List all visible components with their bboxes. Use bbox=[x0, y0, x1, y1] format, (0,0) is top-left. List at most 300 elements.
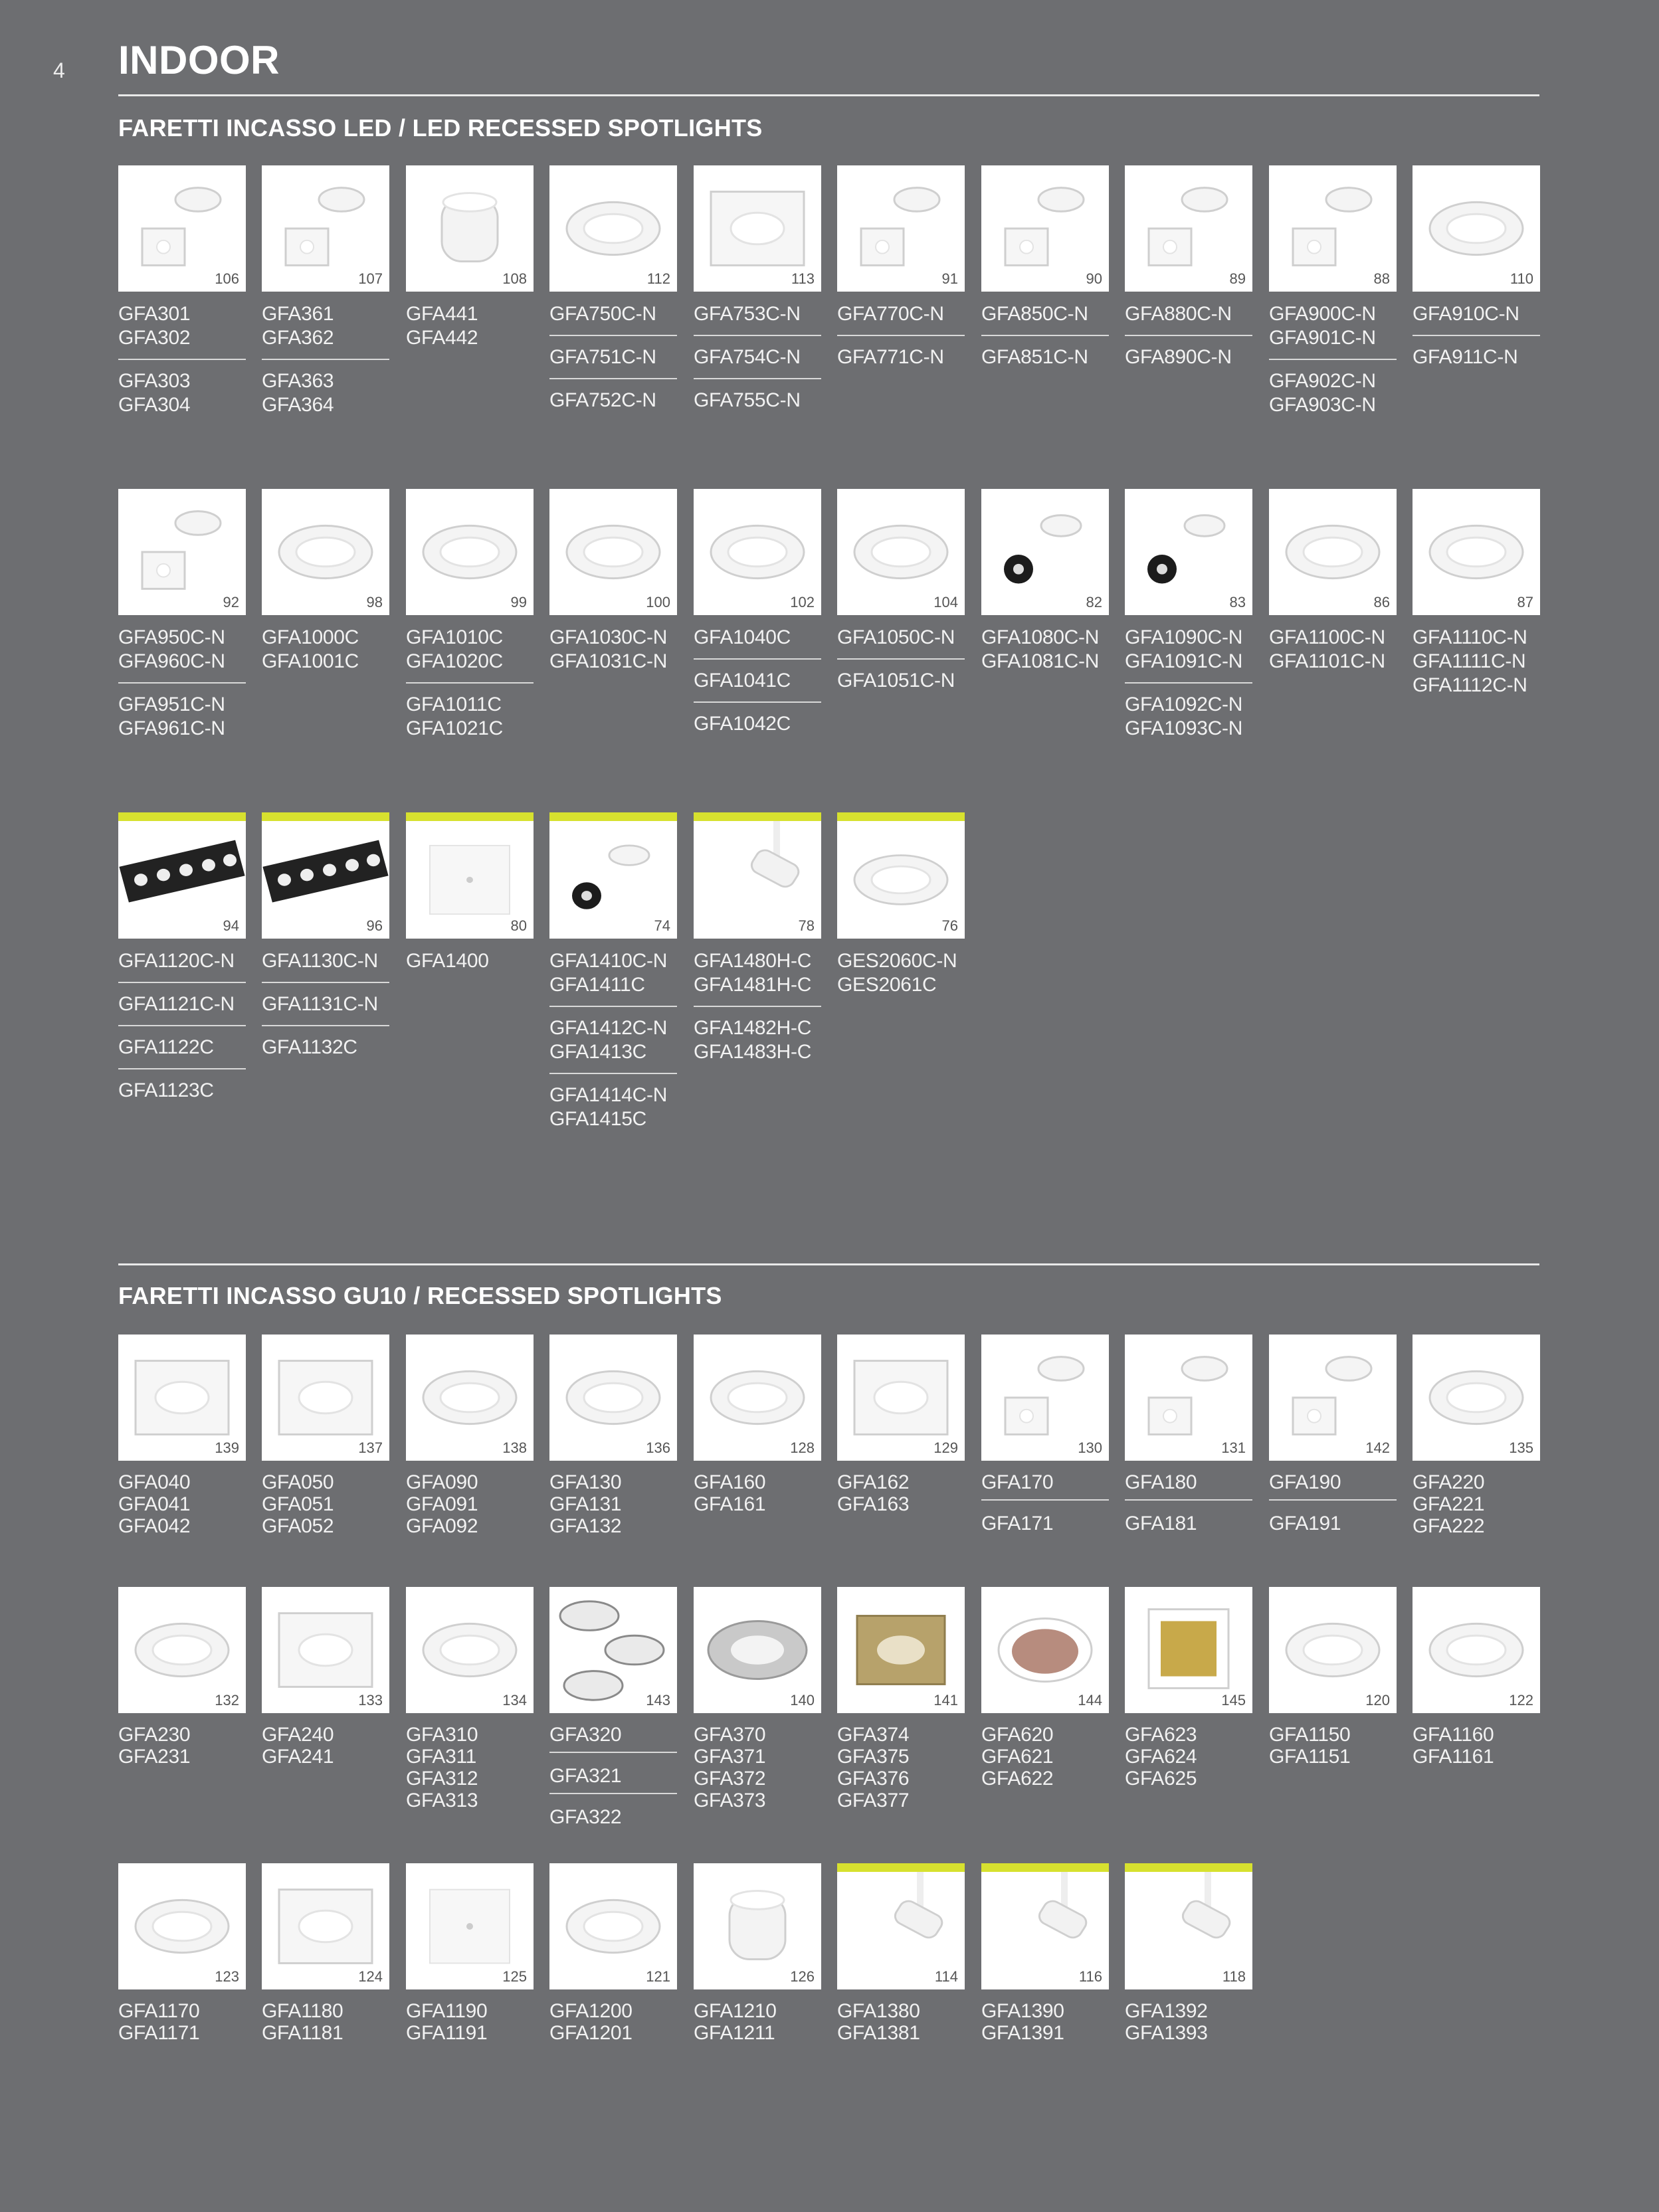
product-code-group bbox=[694, 1006, 821, 1064]
product-code: GFA1151 bbox=[1269, 1746, 1351, 1768]
product-code-group bbox=[406, 302, 534, 350]
product-code: GFA960C-N bbox=[118, 650, 225, 672]
page-reference: 131 bbox=[1221, 1439, 1246, 1456]
product-code: GFA301 bbox=[118, 303, 191, 325]
product-code: GFA1415C bbox=[549, 1108, 647, 1130]
product-code: GFA1112C-N bbox=[1413, 674, 1527, 696]
page-reference: 139 bbox=[215, 1439, 239, 1456]
product-thumbnail[interactable] bbox=[262, 165, 389, 292]
product-code-group bbox=[1413, 335, 1540, 369]
product-thumbnail[interactable] bbox=[1269, 165, 1397, 292]
product-code-group bbox=[549, 1471, 677, 1537]
product-code-group bbox=[549, 1073, 677, 1131]
product-code: GFA1181 bbox=[262, 2022, 343, 2044]
product-code-group bbox=[1125, 302, 1252, 326]
page-reference: 114 bbox=[934, 1968, 958, 1985]
product-code-group bbox=[118, 1025, 246, 1060]
product-code-group bbox=[1125, 1471, 1252, 1493]
page-reference: 125 bbox=[502, 1968, 527, 1985]
product-code-groups bbox=[118, 949, 246, 1103]
product-thumbnail[interactable] bbox=[1125, 1587, 1252, 1713]
product-thumbnail[interactable] bbox=[837, 1335, 965, 1461]
product-code: GFA1021C bbox=[406, 717, 504, 739]
product-code-group bbox=[981, 1724, 1109, 1790]
page-reference: 107 bbox=[358, 270, 383, 287]
product-thumbnail[interactable] bbox=[118, 1863, 246, 1989]
product-thumbnail[interactable] bbox=[549, 812, 677, 939]
product-code-group bbox=[981, 1471, 1109, 1493]
page-reference: 78 bbox=[798, 917, 815, 934]
page-reference: 126 bbox=[790, 1968, 815, 1985]
product-code-groups bbox=[694, 1471, 821, 1515]
product-code: GFA442 bbox=[406, 327, 478, 349]
product-code: GFA1393 bbox=[1125, 2022, 1208, 2044]
product-code-group bbox=[406, 1471, 534, 1537]
product-code-group bbox=[406, 1724, 534, 1811]
product-code-group bbox=[1269, 359, 1397, 417]
product-thumbnail[interactable] bbox=[118, 489, 246, 615]
page-reference: 92 bbox=[223, 594, 239, 610]
product-code: GFA241 bbox=[262, 1746, 334, 1768]
page-reference: 137 bbox=[358, 1439, 383, 1456]
product-code: GFA1413C bbox=[549, 1041, 647, 1063]
product-thumbnail[interactable] bbox=[1269, 1587, 1397, 1713]
product-code: GFA1412C-N bbox=[549, 1017, 668, 1039]
product-code-group bbox=[694, 626, 821, 650]
product-code-groups bbox=[837, 949, 965, 997]
product-thumbnail[interactable] bbox=[1125, 165, 1252, 292]
product-code: GFA1030C-N bbox=[549, 626, 668, 648]
product-code: GFA1100C-N bbox=[1269, 626, 1385, 648]
product-code-groups bbox=[118, 2000, 246, 2044]
page-reference: 145 bbox=[1221, 1692, 1246, 1708]
product-code: GFA092 bbox=[406, 1515, 478, 1537]
product-code-group bbox=[1125, 626, 1252, 674]
product-code-group bbox=[837, 335, 965, 369]
product-code: GFA321 bbox=[549, 1765, 622, 1787]
product-thumbnail[interactable] bbox=[1125, 1863, 1252, 1989]
product-thumbnail[interactable] bbox=[262, 489, 389, 615]
product-code-group bbox=[262, 949, 389, 973]
product-thumbnail[interactable] bbox=[981, 165, 1109, 292]
page-reference: 87 bbox=[1517, 594, 1533, 610]
page-reference: 143 bbox=[646, 1692, 670, 1708]
product-code-group bbox=[1413, 1471, 1540, 1537]
product-code-group bbox=[549, 2000, 677, 2044]
product-code-group bbox=[549, 1793, 677, 1828]
product-code: GFA374 bbox=[837, 1724, 910, 1746]
product-code: GFA950C-N bbox=[118, 626, 225, 648]
section-heading-gu10: FARETTI INCASSO GU10 / RECESSED SPOTLIGHTS bbox=[118, 1282, 722, 1309]
product-code-groups bbox=[1413, 302, 1540, 369]
product-code: GFA373 bbox=[694, 1790, 766, 1811]
product-code-groups bbox=[406, 949, 534, 973]
product-code: GFA191 bbox=[1269, 1513, 1341, 1534]
product-code-group bbox=[694, 2000, 821, 2044]
product-code-group bbox=[118, 682, 246, 741]
product-code: GFA1040C bbox=[694, 626, 791, 648]
page-reference: 140 bbox=[790, 1692, 815, 1708]
product-code-groups bbox=[1413, 626, 1540, 697]
product-thumbnail[interactable] bbox=[1269, 1335, 1397, 1461]
product-code-group bbox=[406, 949, 534, 973]
product-code: GFA222 bbox=[1413, 1515, 1485, 1537]
product-code: GFA1042C bbox=[694, 713, 791, 735]
product-thumbnail[interactable] bbox=[118, 1587, 246, 1713]
product-code-group bbox=[549, 1752, 677, 1787]
product-thumbnail[interactable] bbox=[1413, 489, 1540, 615]
product-code-group bbox=[694, 335, 821, 369]
product-code-group bbox=[694, 378, 821, 413]
product-thumbnail[interactable] bbox=[118, 812, 246, 939]
product-code-groups bbox=[549, 626, 677, 674]
page-reference: 100 bbox=[646, 594, 670, 610]
product-code: GFA1161 bbox=[1413, 1746, 1494, 1768]
product-code-groups bbox=[1269, 302, 1397, 417]
product-code: GFA1414C-N bbox=[549, 1084, 668, 1106]
section-heading-led: FARETTI INCASSO LED / LED RECESSED SPOTLIGHTS bbox=[118, 114, 763, 141]
product-code-groups bbox=[118, 302, 246, 417]
product-code: GFA362 bbox=[262, 327, 334, 349]
product-code-group bbox=[262, 982, 389, 1016]
product-code: GFA372 bbox=[694, 1768, 766, 1790]
product-code: GFA190 bbox=[1269, 1471, 1341, 1493]
product-thumbnail[interactable] bbox=[406, 489, 534, 615]
product-code: GFA1180 bbox=[262, 2000, 343, 2022]
product-code: GFA1190 bbox=[406, 2000, 488, 2022]
product-code-group bbox=[118, 302, 246, 350]
page-reference: 89 bbox=[1229, 270, 1246, 287]
product-code: GFA1483H-C bbox=[694, 1041, 812, 1063]
product-code: GFA754C-N bbox=[694, 346, 801, 368]
product-code-group bbox=[694, 949, 821, 997]
product-code: GFA1210 bbox=[694, 2000, 777, 2022]
page-reference: 88 bbox=[1373, 270, 1390, 287]
product-code: GFA1041C bbox=[694, 670, 791, 691]
product-code: GFA313 bbox=[406, 1790, 478, 1811]
product-code: GFA050 bbox=[262, 1471, 334, 1493]
product-code: GFA181 bbox=[1125, 1513, 1197, 1534]
product-thumbnail[interactable] bbox=[549, 1863, 677, 1989]
product-code: GFA376 bbox=[837, 1768, 910, 1790]
page-reference: 135 bbox=[1509, 1439, 1533, 1456]
product-code: GFA910C-N bbox=[1413, 303, 1519, 325]
product-code-groups bbox=[262, 626, 389, 674]
product-code-group bbox=[694, 658, 821, 693]
product-code-groups bbox=[694, 626, 821, 736]
product-thumbnail[interactable] bbox=[1125, 1335, 1252, 1461]
page-reference: 118 bbox=[1222, 1968, 1246, 1985]
product-code: GFA1410C-N bbox=[549, 950, 668, 972]
product-code-group bbox=[837, 2000, 965, 2044]
product-code-groups bbox=[1269, 1471, 1397, 1534]
product-thumbnail[interactable] bbox=[981, 1587, 1109, 1713]
product-code-group bbox=[118, 2000, 246, 2044]
product-code-group bbox=[1269, 626, 1397, 674]
page-reference: 82 bbox=[1086, 594, 1102, 610]
product-thumbnail[interactable] bbox=[406, 1587, 534, 1713]
product-code: GFA370 bbox=[694, 1724, 766, 1746]
product-code: GFA162 bbox=[837, 1471, 910, 1493]
product-code: GFA090 bbox=[406, 1471, 478, 1493]
product-code: GFA1400 bbox=[406, 950, 489, 972]
product-thumbnail[interactable] bbox=[262, 1587, 389, 1713]
product-code: GFA1211 bbox=[694, 2022, 775, 2044]
product-thumbnail[interactable] bbox=[406, 1863, 534, 1989]
product-thumbnail[interactable] bbox=[118, 165, 246, 292]
product-code-groups bbox=[1125, 2000, 1252, 2044]
product-thumbnail[interactable] bbox=[549, 1335, 677, 1461]
product-code: GFA1482H-C bbox=[694, 1017, 812, 1039]
product-code-groups bbox=[981, 1471, 1109, 1534]
product-code: GFA1091C-N bbox=[1125, 650, 1243, 672]
product-code-groups bbox=[406, 2000, 534, 2044]
product-code: GFA850C-N bbox=[981, 303, 1088, 325]
product-code: GFA1122C bbox=[118, 1036, 214, 1058]
product-thumbnail[interactable] bbox=[694, 1863, 821, 1989]
product-code: GFA1381 bbox=[837, 2022, 920, 2044]
product-code-groups bbox=[406, 626, 534, 741]
page-reference: 99 bbox=[510, 594, 527, 610]
product-code: GFA1092C-N bbox=[1125, 693, 1243, 715]
page-reference: 130 bbox=[1078, 1439, 1102, 1456]
product-code-group bbox=[1269, 1724, 1397, 1768]
product-code-groups bbox=[549, 302, 677, 413]
product-code-group bbox=[981, 2000, 1109, 2044]
product-thumbnail[interactable] bbox=[549, 165, 677, 292]
product-code-groups bbox=[118, 1471, 246, 1537]
product-code-group bbox=[694, 701, 821, 736]
product-code-groups bbox=[694, 949, 821, 1064]
product-code-group bbox=[406, 682, 534, 741]
product-thumbnail[interactable] bbox=[837, 812, 965, 939]
product-code: GFA322 bbox=[549, 1806, 622, 1828]
product-code-group bbox=[1413, 302, 1540, 326]
product-thumbnail[interactable] bbox=[694, 1587, 821, 1713]
product-thumbnail[interactable] bbox=[262, 1335, 389, 1461]
product-code: GFA1380 bbox=[837, 2000, 920, 2022]
product-code-groups bbox=[1413, 1471, 1540, 1537]
product-thumbnail[interactable] bbox=[1413, 1335, 1540, 1461]
product-code-group bbox=[981, 1499, 1109, 1534]
product-code: GFA041 bbox=[118, 1493, 191, 1515]
product-code-group bbox=[694, 1724, 821, 1811]
product-code-group bbox=[1269, 1471, 1397, 1493]
product-code: GFA1090C-N bbox=[1125, 626, 1243, 648]
product-code-group bbox=[406, 626, 534, 674]
product-thumbnail[interactable] bbox=[406, 1335, 534, 1461]
page-reference: 102 bbox=[790, 594, 815, 610]
product-code-group bbox=[118, 949, 246, 973]
product-code: GFA052 bbox=[262, 1515, 334, 1537]
page-reference: 132 bbox=[215, 1692, 239, 1708]
product-code: GFA902C-N bbox=[1269, 370, 1376, 392]
product-thumbnail[interactable] bbox=[837, 1863, 965, 1989]
product-code: GFA131 bbox=[549, 1493, 622, 1515]
product-code: GFA303 bbox=[118, 370, 191, 392]
product-code: GFA1191 bbox=[406, 2022, 488, 2044]
product-code: GFA170 bbox=[981, 1471, 1054, 1493]
product-code: GFA130 bbox=[549, 1471, 622, 1493]
page-reference: 116 bbox=[1078, 1968, 1102, 1985]
product-code-group bbox=[837, 658, 965, 693]
product-code-group bbox=[1413, 1724, 1540, 1768]
product-code: GFA752C-N bbox=[549, 389, 656, 411]
product-thumbnail[interactable] bbox=[981, 1863, 1109, 1989]
page-reference: 133 bbox=[358, 1692, 383, 1708]
product-code-groups bbox=[262, 302, 389, 417]
product-code: GFA310 bbox=[406, 1724, 478, 1746]
product-code: GFA1123C bbox=[118, 1079, 214, 1101]
product-code: GFA1010C bbox=[406, 626, 504, 648]
product-thumbnail[interactable] bbox=[549, 489, 677, 615]
product-thumbnail[interactable] bbox=[981, 1335, 1109, 1461]
product-code-groups bbox=[837, 626, 965, 693]
product-code-group bbox=[549, 335, 677, 369]
product-thumbnail[interactable] bbox=[837, 1587, 965, 1713]
product-thumbnail[interactable] bbox=[1269, 489, 1397, 615]
page-reference: 124 bbox=[358, 1968, 383, 1985]
page-reference: 138 bbox=[502, 1439, 527, 1456]
product-code-group bbox=[262, 302, 389, 350]
page-reference: 128 bbox=[790, 1439, 815, 1456]
product-code-groups bbox=[1125, 1471, 1252, 1534]
product-code: GFA755C-N bbox=[694, 389, 801, 411]
product-thumbnail[interactable] bbox=[694, 812, 821, 939]
product-thumbnail[interactable] bbox=[118, 1335, 246, 1461]
product-code-group bbox=[549, 949, 677, 997]
page-reference: 91 bbox=[941, 270, 958, 287]
product-code: GFA1000C bbox=[262, 626, 359, 648]
page-reference: 98 bbox=[366, 594, 383, 610]
product-thumbnail[interactable] bbox=[694, 1335, 821, 1461]
product-code-group bbox=[262, 1724, 389, 1768]
product-code: GFA1011C bbox=[406, 693, 502, 715]
product-code: GFA1171 bbox=[118, 2022, 200, 2044]
page-title: INDOOR bbox=[118, 38, 280, 82]
product-code-group bbox=[837, 1724, 965, 1811]
product-thumbnail[interactable] bbox=[262, 1863, 389, 1989]
product-code-group bbox=[1125, 2000, 1252, 2044]
product-thumbnail[interactable] bbox=[837, 165, 965, 292]
product-code: GFA1110C-N bbox=[1413, 626, 1527, 648]
product-code: GFA851C-N bbox=[981, 346, 1088, 368]
product-code-groups bbox=[837, 1724, 965, 1811]
page-reference: 142 bbox=[1365, 1439, 1390, 1456]
product-thumbnail[interactable] bbox=[1413, 1587, 1540, 1713]
page-reference: 104 bbox=[933, 594, 958, 610]
product-thumbnail[interactable] bbox=[1413, 165, 1540, 292]
product-code-groups bbox=[118, 1724, 246, 1768]
product-code-group bbox=[1125, 682, 1252, 741]
product-code-groups bbox=[549, 2000, 677, 2044]
product-code: GFA051 bbox=[262, 1493, 334, 1515]
product-code-group bbox=[118, 982, 246, 1016]
product-thumbnail[interactable] bbox=[981, 489, 1109, 615]
product-code: GFA751C-N bbox=[549, 346, 656, 368]
product-thumbnail[interactable] bbox=[694, 489, 821, 615]
product-code-group bbox=[406, 2000, 534, 2044]
product-code: GFA1390 bbox=[981, 2000, 1064, 2022]
product-code-group bbox=[262, 2000, 389, 2044]
page-number: 4 bbox=[53, 58, 65, 82]
page-reference: 96 bbox=[366, 917, 383, 934]
product-code-groups bbox=[1125, 626, 1252, 741]
page-reference: 94 bbox=[223, 917, 239, 934]
page-reference: 112 bbox=[646, 270, 670, 287]
product-thumbnail[interactable] bbox=[694, 165, 821, 292]
product-code: GFA753C-N bbox=[694, 303, 801, 325]
product-code-groups bbox=[837, 302, 965, 369]
product-code-group bbox=[262, 626, 389, 674]
product-thumbnail[interactable] bbox=[837, 489, 965, 615]
product-thumbnail[interactable] bbox=[262, 812, 389, 939]
product-code: GFA161 bbox=[694, 1493, 766, 1515]
product-code-group bbox=[837, 302, 965, 326]
product-thumbnail[interactable] bbox=[406, 812, 534, 939]
product-code: GFA1031C-N bbox=[549, 650, 668, 672]
product-code-group bbox=[1125, 1499, 1252, 1534]
product-code: GFA771C-N bbox=[837, 346, 944, 368]
product-code-group bbox=[118, 626, 246, 674]
page-reference: 76 bbox=[941, 917, 958, 934]
product-thumbnail[interactable] bbox=[1125, 489, 1252, 615]
product-code: GFA042 bbox=[118, 1515, 191, 1537]
product-code: GFA903C-N bbox=[1269, 394, 1376, 416]
product-code: GFA302 bbox=[118, 327, 191, 349]
product-code-group bbox=[549, 626, 677, 674]
product-code: GFA1081C-N bbox=[981, 650, 1100, 672]
product-thumbnail[interactable] bbox=[549, 1587, 677, 1713]
product-code-groups bbox=[549, 1724, 677, 1828]
product-code: GFA377 bbox=[837, 1790, 910, 1811]
product-code-groups bbox=[1413, 1724, 1540, 1768]
product-code-groups bbox=[406, 1724, 534, 1811]
product-code: GES2061C bbox=[837, 974, 937, 996]
product-code-group bbox=[1125, 335, 1252, 369]
product-code: GFA623 bbox=[1125, 1724, 1197, 1746]
product-code: GFA311 bbox=[406, 1746, 477, 1768]
product-code-group bbox=[262, 1025, 389, 1060]
product-code-group bbox=[837, 1471, 965, 1515]
product-code: GFA1480H-C bbox=[694, 950, 812, 972]
product-code: GFA304 bbox=[118, 394, 191, 416]
product-code-groups bbox=[262, 1471, 389, 1537]
product-code-group bbox=[118, 1068, 246, 1103]
product-code: GFA1001C bbox=[262, 650, 359, 672]
product-code: GFA1111C-N bbox=[1413, 650, 1526, 672]
product-code-group bbox=[1413, 626, 1540, 697]
product-code: GFA622 bbox=[981, 1768, 1054, 1790]
product-code-group bbox=[981, 302, 1109, 326]
product-code: GFA1150 bbox=[1269, 1724, 1351, 1746]
product-thumbnail[interactable] bbox=[406, 165, 534, 292]
product-code-group bbox=[262, 359, 389, 417]
product-code: GFA231 bbox=[118, 1746, 191, 1768]
product-code-group bbox=[981, 626, 1109, 674]
product-code-groups bbox=[1125, 302, 1252, 369]
product-code: GFA1020C bbox=[406, 650, 504, 672]
product-code-group bbox=[549, 302, 677, 326]
product-code: GFA1481H-C bbox=[694, 974, 812, 996]
product-code-group bbox=[981, 335, 1109, 369]
product-code: GFA911C-N bbox=[1413, 346, 1518, 368]
product-code-groups bbox=[981, 1724, 1109, 1790]
product-code-groups bbox=[837, 2000, 965, 2044]
product-code: GFA441 bbox=[406, 303, 478, 325]
product-code-groups bbox=[118, 626, 246, 741]
product-code-groups bbox=[981, 302, 1109, 369]
